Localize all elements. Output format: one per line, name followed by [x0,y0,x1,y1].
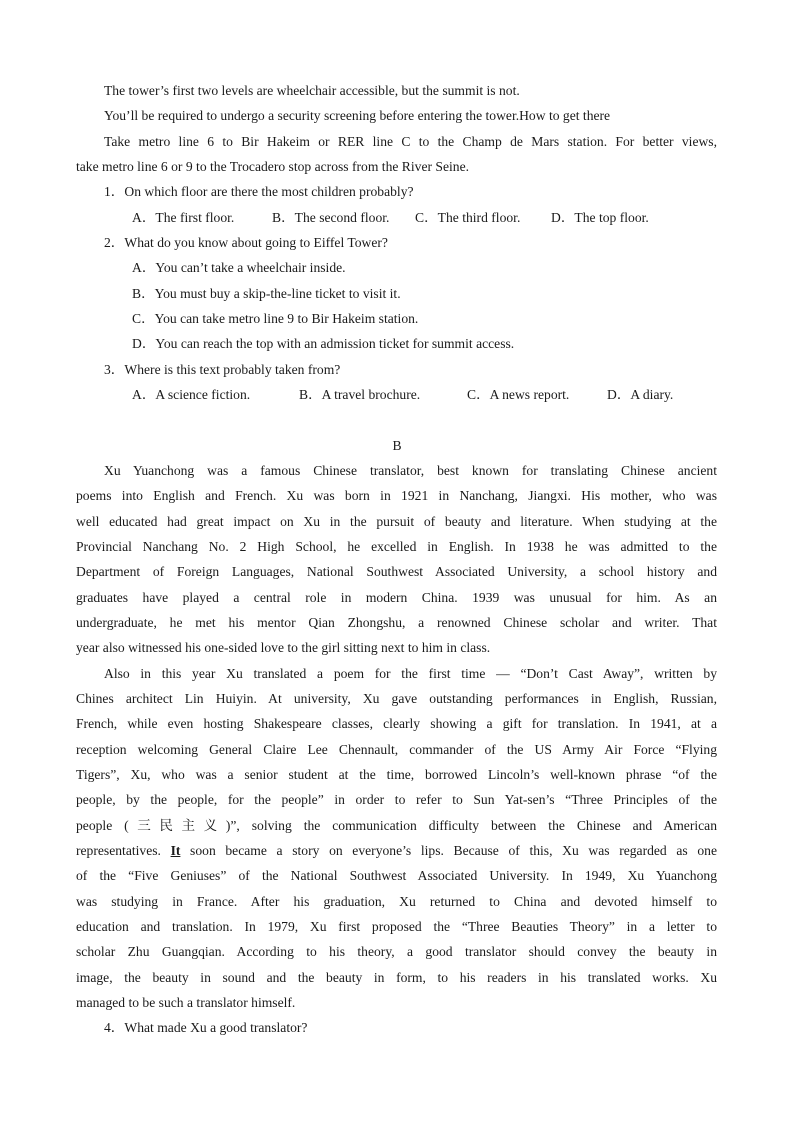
passage-text: soon became a story on everyone’s lips. Because of this, Xu was regarded as one [180,843,717,858]
passage-line: well educated had great impact on Xu in the pursuit of beauty and literature. When studying at the [76,514,717,529]
passage-line: was studying in France. After his graduation, Xu returned to China and devoted himself to [76,894,717,909]
passage-line: Chines architect Lin Huiyin. At university, Xu gave outstanding performances in English, Russian, [76,691,717,706]
passage-line: poems into English and French. Xu was born in 1921 in Nanchang, Jiangxi. His mother, who was [76,488,717,503]
passage-line: education and translation. In 1979, Xu first proposed the “Three Beauties Theory” in a letter to [76,919,717,934]
passage-line: Tigers”, Xu, who was a senior student at the time, borrowed Lincoln’s well-known phrase “of the [76,767,717,782]
q1-option-b[interactable]: B．The second floor. [272,210,390,225]
q2-option-b[interactable]: B．You must buy a skip-the-line ticket to visit it. [132,286,401,301]
question-4-stem: 4．What made Xu a good translator? [104,1020,308,1035]
q3-option-a[interactable]: A．A science fiction. [132,387,251,402]
q2-option-a[interactable]: A．You can’t take a wheelchair inside. [132,260,346,275]
passage-line: French, while even hosting Shakespeare classes, clearly showing a gift for translation. In 1941, at a [76,716,717,731]
passage-line: Department of Foreign Languages, National Southwest Associated University, a school history and [76,564,717,579]
q3-option-b[interactable]: B．A travel brochure. [299,387,421,402]
passage-line: of the “Five Geniuses” of the National Southwest Associated University. In 1949, Xu Yuanchong [76,868,717,883]
passage-line: Xu Yuanchong was a famous Chinese translator, best known for translating Chinese ancient [104,463,717,478]
passage-text: representatives. [76,843,171,858]
passage-line-with-it [76,844,717,858]
passage-line: Also in this year Xu translated a poem for the first time — “Don’t Cast Away”, written by [104,666,717,681]
passage-line: Provincial Nanchang No. 2 High School, he excelled in English. In 1938 he was admitted to the [76,539,717,554]
intro-line: You’ll be required to undergo a security screening before entering the tower.How to get there [104,108,611,123]
q2-option-d[interactable]: D．You can reach the top with an admission ticket for summit access. [132,336,515,351]
q1-option-c[interactable]: C．The third floor. [415,210,521,225]
section-heading: B [392,438,402,453]
passage-line: image, the beauty in sound and the beauty in form, to his readers in his translated works. Xu [76,970,717,985]
question-3-stem: 3．Where is this text probably taken from? [104,362,341,377]
q1-option-d[interactable]: D．The top floor. [551,210,649,225]
q3-option-d[interactable]: D．A diary. [607,387,674,402]
intro-line: take metro line 6 or 9 to the Trocadero stop across from the River Seine. [76,159,469,174]
passage-line: graduates have played a central role in modern China. 1939 was unusual for him. As an [76,590,717,605]
passage-line: scholar Zhu Guangqian. According to his theory, a good translator should convey the beauty in [76,944,717,959]
passage-line: people (三民主义)”, solving the communication difficulty between the Chinese and American [76,818,717,833]
passage-line: undergraduate, he met his mentor Qian Zhongshu, a renowned Chinese scholar and writer. That [76,615,717,630]
passage-line: people, by the people, for the people” in order to refer to Sun Yat-sen’s “Three Principles of the [76,792,717,807]
q3-option-c[interactable]: C．A news report. [467,387,570,402]
passage-line: managed to be such a translator himself. [76,995,296,1010]
question-2-stem: 2．What do you know about going to Eiffel Tower? [104,235,388,250]
passage-line: reception welcoming General Claire Lee Chennault, commander of the US Army Air Force “Flying [76,742,717,757]
underlined-it: It [170,843,181,858]
intro-line: Take metro line 6 to Bir Hakeim or RER line C to the Champ de Mars station. For better views, [104,134,717,149]
question-1-stem: 1．On which floor are there the most children probably? [104,184,414,199]
passage-line: year also witnessed his one-sided love to the girl sitting next to him in class. [76,640,491,655]
intro-line: The tower’s first two levels are wheelchair accessible, but the summit is not. [104,83,520,98]
q1-option-a[interactable]: A．The first floor. [132,210,235,225]
q2-option-c[interactable]: C．You can take metro line 9 to Bir Hakeim station. [132,311,419,326]
